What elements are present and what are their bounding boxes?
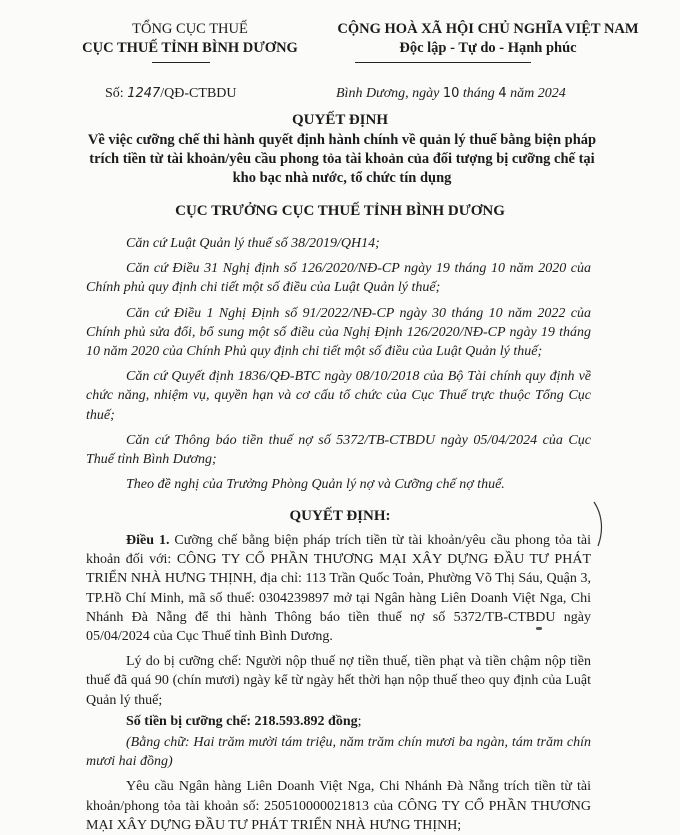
- amount-end: ;: [357, 713, 362, 729]
- national-motto: Độc lập - Tự do - Hạnh phúc: [399, 40, 577, 56]
- doc-number-handwritten: 1247: [127, 86, 161, 101]
- request-paragraph: Yêu cầu Ngân hàng Liên Doanh Việt Nga, Chi Nhánh Đà Nẵng trích tiền từ tài khoản/phong tỏa tài khoản số: 250510000021813 của CÔNG TY CỔ PHẦN THƯƠNG MẠI XÂY DỰNG ĐẦU TƯ PHÁT TRIỂN NHÀ HƯNG THỊNH;: [86, 779, 591, 833]
- basis-item: Căn cứ Điều 31 Nghị định số 126/2020/NĐ-CP ngày 19 tháng 10 năm 2020 của Chính phủ quy định chi tiết một số điều của Luật Quản lý thuế;: [86, 261, 591, 296]
- reason-paragraph: [86, 652, 591, 710]
- article-1-label: Điều 1.: [126, 533, 170, 548]
- reason-label: Lý do bị cưỡng chế:: [126, 654, 242, 670]
- parent-agency: TỔNG CỤC THUẾ: [132, 21, 248, 37]
- date-day: 10: [442, 86, 460, 101]
- basis-item: Căn cứ Quyết định 1836/QĐ-BTC ngày 08/10/2018 của Bộ Tài chính quy định về chức năng, nhiệm vụ, quyền hạn và cơ cấu tổ chức của Cục Thuế trực thuộc Tổng Cục thuế;: [86, 369, 591, 423]
- amount-in-words: [86, 733, 591, 771]
- amount-words-open: (: [126, 735, 131, 751]
- month-label: tháng: [462, 86, 495, 101]
- place-prefix: Bình Dương, ngày: [336, 86, 440, 101]
- article-1: [86, 531, 591, 646]
- basis-item: Căn cứ Điều 1 Nghị Định số 91/2022/NĐ-CP ngày 30 tháng 10 năm 2022 của Chính phủ sửa đổi, bổ sung một số điều của Nghị Định 126/2020/NĐ-CP ngày 19 tháng 10 năm 2020 của Chính Phủ quy định chi tiết một số điều của Luật Quản lý thuế;: [86, 305, 591, 360]
- amount-words-label: Bằng chữ:: [130, 735, 190, 751]
- amount-paragraph: [86, 712, 591, 731]
- basis-item: Căn cứ Thông báo tiền thuế nợ số 5372/TB-CTBDU ngày 05/04/2024 của Cục Thuế tỉnh Bình Dương;: [86, 432, 591, 468]
- agency-name: CỤC THUẾ TỈNH BÌNH DƯƠNG: [82, 40, 298, 56]
- legal-bases: [86, 234, 591, 494]
- document-subtitle: Về việc cưỡng chế thi hành quyết định hành chính về quản lý thuế bằng biện pháp trích tiền từ tài khoản/yêu cầu phong tỏa tài khoản của đối tượng bị cưỡng chế tại kho bạc nhà nước, tổ chức tín dụng: [87, 132, 597, 186]
- authority-heading: CỤC TRƯỞNG CỤC THUẾ TỈNH BÌNH DƯƠNG: [175, 203, 505, 219]
- decision-heading: QUYẾT ĐỊNH:: [289, 508, 391, 524]
- basis-item: Theo đề nghị của Trưởng Phòng Quản lý nợ và Cưỡng chế nợ thuế.: [126, 477, 505, 493]
- issuing-agency: [60, 20, 320, 58]
- pen-mark: [590, 500, 610, 550]
- document-number: [105, 86, 237, 102]
- amount-label: Số tiền bị cưỡng chế:: [126, 713, 252, 729]
- national-header: [296, 20, 680, 59]
- doc-number-suffix: /QĐ-CTBDU: [160, 86, 237, 101]
- amount-value: 218.593.892 đồng: [254, 713, 358, 729]
- amount-words-close: ): [168, 754, 173, 770]
- year-label: năm 2024: [510, 86, 566, 101]
- pen-stroke: [594, 502, 601, 546]
- reason-text: Người nộp thuế nợ tiền thuế, tiền phạt và tiền chậm nộp tiền thuế đã quá 90 (chín mươi) ngày kể từ ngày hết thời hạn nộp thuế theo quy định của Luật Quản lý thuế;: [86, 654, 591, 708]
- basis-item: Căn cứ Luật Quản lý thuế số 38/2019/QH14;: [126, 236, 380, 251]
- article-1-text: Cưỡng chế bằng biện pháp trích tiền từ tài khoản/yêu cầu phong tỏa tài khoản đối với: CÔNG TY CỔ PHẦN THƯƠNG MẠI XÂY DỰNG ĐẦU TƯ PHÁT TRIỂN NHÀ HƯNG THỊNH, địa chỉ: 113 Trần Quốc Toản, Phường Võ Thị Sáu, Quận 3, TP.Hồ Chí Minh, mã số thuế: 0304239897 mở tại Ngân hàng Liên Doanh Việt Nga, Chi Nhánh Đà Nẵng để thi hành Thông báo tiền thuế nợ số 5372/TB-CTBDU ngày 05/04/2024 của Cục Thuế tỉnh Bình Dương.: [86, 533, 592, 645]
- date-month: 4: [498, 86, 507, 101]
- amount-words-text: Hai trăm mười tám triệu, năm trăm chín mươi ba ngàn, tám trăm chín mươi hai đồng: [86, 735, 591, 770]
- header-divider-right: [355, 62, 531, 63]
- place-and-date: [336, 86, 566, 102]
- country-name: CỘNG HOÀ XÃ HỘI CHỦ NGHĨA VIỆT NAM: [337, 21, 639, 37]
- doc-number-prefix: Số:: [105, 86, 124, 101]
- ink-dot: [536, 627, 542, 630]
- decision-body: [86, 531, 591, 835]
- header-divider-left: [152, 62, 210, 63]
- document-title: QUYẾT ĐỊNH: [292, 112, 388, 128]
